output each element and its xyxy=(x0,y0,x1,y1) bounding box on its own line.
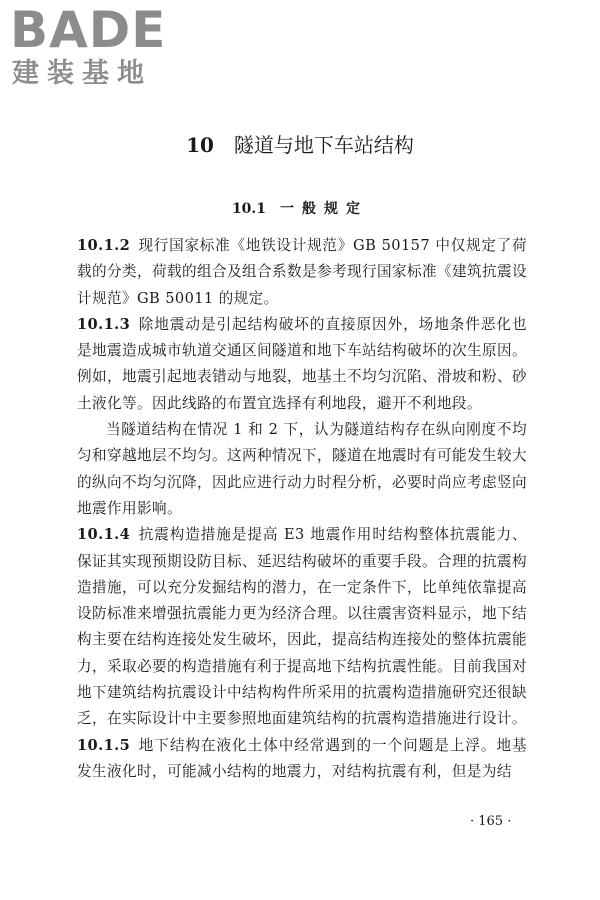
clause-number: 10.1.3 xyxy=(77,315,131,333)
bade-logo xyxy=(8,2,183,94)
clause-text: 当隧道结构在情况 1 和 2 下，认为隧道结构存在纵向刚度不均匀和穿越地层不均匀。这两种情况下，隧道在地震时有可能发生较大的纵向不均匀沉降，因此应进行动力时程分析，必要时尚应考虑竖向地震作用影响。 xyxy=(77,421,527,517)
section-title xyxy=(0,198,600,220)
clause-number: 10.1.4 xyxy=(77,526,131,544)
section-number: 10.1 xyxy=(231,201,267,217)
chapter-number: 10 xyxy=(186,133,214,157)
clause-10-1-3-continuation xyxy=(77,417,527,522)
chapter-title-text: 隧道与地下车站结构 xyxy=(233,133,414,157)
body-text xyxy=(77,233,527,785)
clause-text: 除地震动是引起结构破坏的直接原因外，场地条件恶化也是地震造成城市轨道交通区间隧道和地下车站结构破坏的次生原因。例如，地震引起地表错动与地裂，地基土不均匀沉陷、滑坡和粉、砂土液化等。因此线路的布置宜选择有利地段，避开不利地段。 xyxy=(77,315,527,412)
clause-10-1-4 xyxy=(77,522,527,732)
page-number: · 165 · xyxy=(470,814,512,829)
clause-number: 10.1.2 xyxy=(77,237,131,254)
logo-subtitle: 建装基地 xyxy=(12,58,152,89)
logo-wordmark: BADE xyxy=(10,1,167,59)
clause-text: 现行国家标准《地铁设计规范》GB 50157 中仅规定了荷载的分类，荷载的组合及组合系数是参考现行国家标准《建筑抗震设计规范》GB 50011 的规定。 xyxy=(77,237,527,307)
chapter-title xyxy=(0,130,600,160)
clause-10-1-3 xyxy=(77,312,527,417)
section-title-text: 一般规定 xyxy=(280,201,369,217)
clause-text: 抗震构造措施是提高 E3 地震作用时结构整体抗震能力、保证其实现预期设防目标、延迟结构破坏的重要手段。合理的抗震构造措施，可以充分发掘结构的潜力，在一定条件下，比单纯依靠提高设防标准来增强抗震能力更为经济合理。以往震害资料显示，地下结构主要在结构连接处发生破坏，因此，提高结构连接处的整体抗震能力，采取必要的构造措施有利于提高地下结构抗震性能。目前我国对地下建筑结构抗震设计中结构构件所采用的抗震构造措施研究还很缺乏，在实际设计中主要参照地面建筑结构的抗震构造措施进行设计。 xyxy=(77,526,527,728)
clause-number: 10.1.5 xyxy=(77,736,131,754)
clause-text: 地下结构在液化土体中经常遇到的一个问题是上浮。地基发生液化时，可能减小结构的地震力，对结构抗震有利，但是为结 xyxy=(77,736,527,780)
clause-10-1-2 xyxy=(77,233,527,312)
clause-10-1-5 xyxy=(77,733,527,786)
